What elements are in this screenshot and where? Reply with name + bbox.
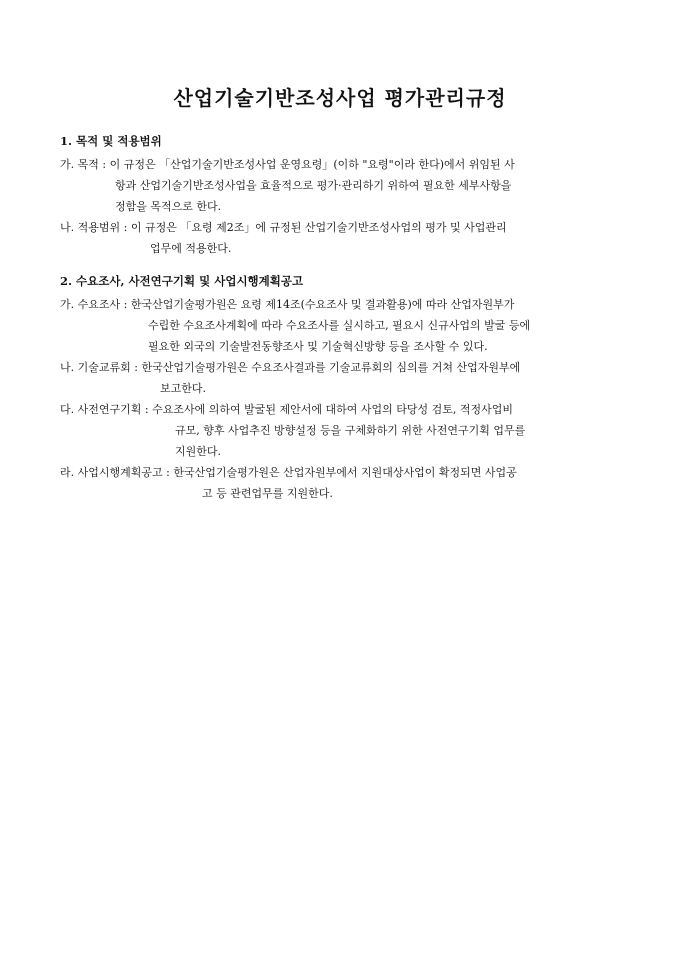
item-text: 한국산업기술평가원은 수요조사결과를 기술교류회의 심의를 거쳐 산업자원부에 xyxy=(141,361,521,374)
item-project-announcement xyxy=(60,462,625,504)
item-text: 필요한 외국의 기술발전동향조사 및 기술혁신방향 등을 조사할 수 있다. xyxy=(148,340,488,353)
section-heading: 1. 목적 및 적용범위 xyxy=(60,134,162,148)
item-text: 규모, 향후 사업추진 방향설정 등을 구체화하기 위한 사전연구기획 업무를 xyxy=(175,424,526,437)
item-demand-survey xyxy=(60,294,625,357)
item-text: 업무에 적용한다. xyxy=(150,242,232,255)
item-label: 나. 적용범위 : xyxy=(60,221,131,234)
item-text: 이 규정은 「산업기술기반조성사업 운영요령」(이하 "요령"이라 한다)에서 위임된 사 xyxy=(109,158,515,171)
item-scope xyxy=(60,217,625,259)
document-title: 산업기술기반조성사업 평가관리규정 xyxy=(173,86,507,110)
item-text: 수립한 수요조사계획에 따라 수요조사를 실시하고, 필요시 신규사업의 발굴 등에 xyxy=(148,319,531,332)
item-label: 가. 수요조사 : xyxy=(60,298,131,311)
item-label: 라. 사업시행계획공고 : xyxy=(60,466,174,479)
item-text: 수요조사에 의하여 발굴된 제안서에 대하여 사업의 타당성 검토, 적정사업비 xyxy=(152,403,513,416)
item-text: 이 규정은 「요령 제2조」에 규정된 산업기술기반조성사업의 평가 및 사업관리 xyxy=(130,221,507,234)
section-survey-planning xyxy=(60,273,625,504)
item-label: 다. 사전연구기획 : xyxy=(60,403,153,416)
item-tech-exchange xyxy=(60,357,625,399)
item-pre-research-planning xyxy=(60,399,625,462)
item-text: 한국산업기술평가원은 요령 제14조(수요조사 및 결과활용)에 따라 산업자원부가 xyxy=(130,298,515,311)
item-text: 한국산업기술평가원은 산업자원부에서 지원대상사업이 확정되면 사업공 xyxy=(173,466,517,479)
section-heading: 2. 수요조사, 사전연구기획 및 사업시행계획공고 xyxy=(60,274,304,288)
item-label: 나. 기술교류회 : xyxy=(60,361,142,374)
section-purpose-scope xyxy=(60,133,625,259)
item-text: 항과 산업기술기반조성사업을 효율적으로 평가·관리하기 위하여 필요한 세부사항을 xyxy=(115,179,512,192)
item-text: 정함을 목적으로 한다. xyxy=(115,200,222,213)
item-text: 지원한다. xyxy=(175,445,222,458)
item-text: 고 등 관련업무를 지원한다. xyxy=(202,487,333,500)
item-text: 보고한다. xyxy=(160,382,207,395)
item-label: 가. 목적 : xyxy=(60,158,110,171)
item-purpose xyxy=(60,154,625,217)
